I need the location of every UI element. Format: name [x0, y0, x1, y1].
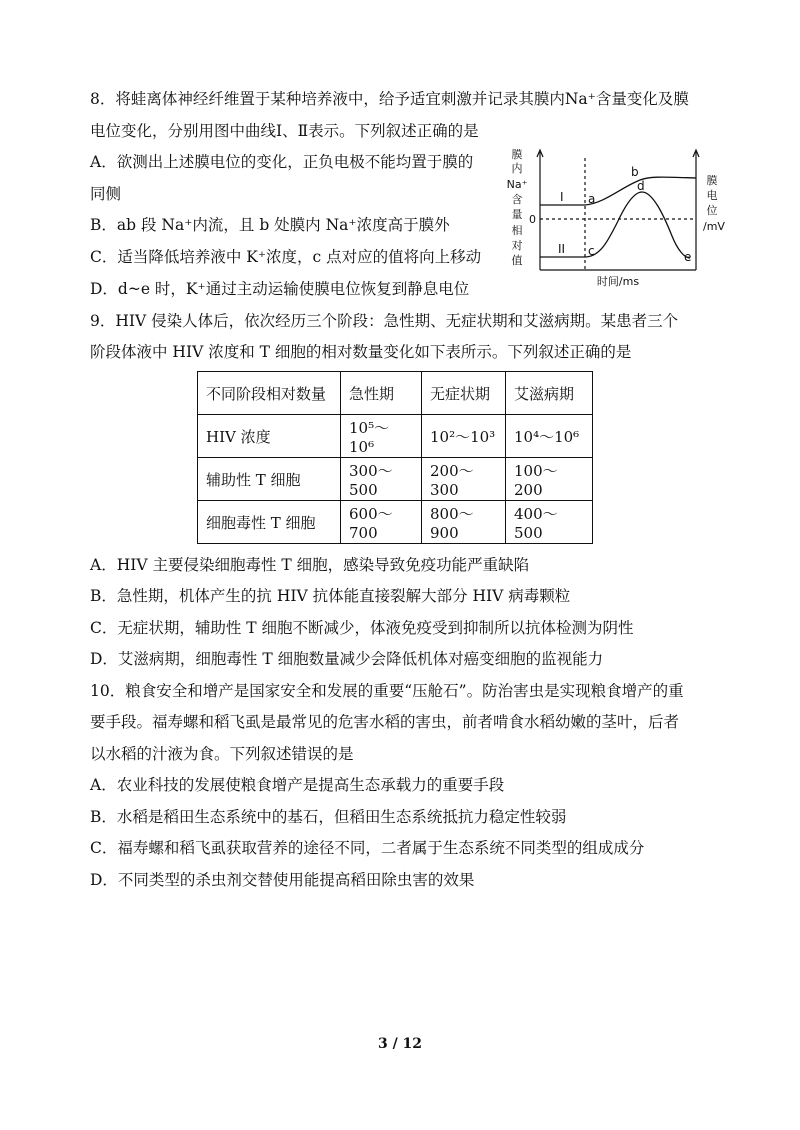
table-cell: 400～500 [506, 501, 593, 544]
q8-figure [500, 146, 730, 288]
page-number: 3 / 12 [377, 1036, 423, 1052]
table-cell: 10⁵～10⁶ [341, 415, 422, 458]
table-cell: 辅助性 T 细胞 [198, 458, 341, 501]
left-axis-label-5: 量 [511, 208, 523, 221]
q10-option-a: A．农业科技的发展使粮食增产是提高生态承载力的重要手段 [90, 776, 505, 794]
q10-stem-line2: 要手段。福寿螺和稻飞虱是最常见的危害水稻的害虫，前者啃食水稻幼嫩的茎叶，后者 [90, 713, 680, 731]
q9-option-c: C．无症状期，辅助性 T 细胞不断减少，体液免疫受到抑制所以抗体检测为阴性 [90, 619, 634, 637]
q8-stem-line1: 8．将蛙离体神经纤维置于某种培养液中，给予适宜刺激并记录其膜内Na⁺含量变化及膜 [90, 90, 689, 108]
table-cell: 200～300 [422, 458, 506, 501]
q8-option-d: D．d~e 时，K⁺通过主动运输使膜电位恢复到静息电位 [90, 280, 470, 298]
right-axis-label-4: /mV [703, 220, 725, 233]
right-axis-label-1: 膜 [706, 174, 718, 187]
table-cell: HIV 浓度 [198, 415, 341, 458]
table-row [198, 415, 593, 458]
right-axis-label-3: 位 [706, 204, 718, 217]
table-header: 无症状期 [422, 372, 506, 415]
point-d-label: d [637, 179, 645, 193]
table-cell: 600～700 [341, 501, 422, 544]
zero-label: 0 [529, 213, 536, 226]
point-e-label: e [684, 250, 692, 264]
q8-option-a-line1: A．欲测出上述膜电位的变化，正负电极不能均置于膜的 [90, 153, 474, 171]
table-header-row [198, 372, 593, 415]
q10-stem-line1: 10．粮食安全和增产是国家安全和发展的重要“压舱石”。防治害虫是实现粮食增产的重 [90, 682, 684, 700]
curve-i-label: I [560, 190, 564, 204]
left-axis-label-1: 膜 [511, 148, 523, 161]
table-row [198, 458, 593, 501]
q10-option-d: D．不同类型的杀虫剂交替使用能提高稻田除虫害的效果 [90, 871, 475, 889]
table-cell: 300～500 [341, 458, 422, 501]
table-cell: 细胞毒性 T 细胞 [198, 501, 341, 544]
table-header: 艾滋病期 [506, 372, 593, 415]
table-cell: 800～900 [422, 501, 506, 544]
q9-stem-line2: 阶段体液中 HIV 浓度和 T 细胞的相对数量变化如下表所示。下列叙述正确的是 [90, 343, 632, 361]
table-cell: 10⁴～10⁶ [506, 415, 593, 458]
curve-ii-label: II [558, 242, 566, 256]
point-a-label: a [588, 192, 596, 206]
q10-stem-line3: 以水稻的汁液为食。下列叙述错误的是 [90, 745, 354, 763]
q10-option-b: B．水稻是稻田生态系统中的基石，但稻田生态系统抵抗力稳定性较弱 [90, 808, 567, 826]
q8-option-a-line2: 同侧 [90, 185, 122, 203]
right-axis-label-2: 电 [706, 189, 718, 202]
q9-option-b: B．急性期，机体产生的抗 HIV 抗体能直接裂解大部分 HIV 病毒颗粒 [90, 587, 571, 605]
table-header: 急性期 [341, 372, 422, 415]
q9-option-a: A．HIV 主要侵染细胞毒性 T 细胞，感染导致免疫功能严重缺陷 [90, 556, 530, 574]
left-axis-label-2: 内 [511, 162, 523, 175]
q8-option-c: C．适当降低培养液中 K⁺浓度，c 点对应的值将向上移动 [90, 248, 482, 266]
q10-option-c: C．福寿螺和稻飞虱获取营养的途径不同，二者属于生态系统不同类型的组成成分 [90, 839, 645, 857]
left-axis-label-8: 值 [511, 254, 523, 267]
q9-option-d: D．艾滋病期，细胞毒性 T 细胞数量减少会降低机体对癌变细胞的监视能力 [90, 650, 604, 668]
left-axis-label-6: 相 [511, 224, 523, 237]
table-header: 不同阶段相对数量 [198, 372, 341, 415]
hiv-table [197, 371, 593, 544]
q8-option-b: B．ab 段 Na⁺内流，且 b 处膜内 Na⁺浓度高于膜外 [90, 216, 450, 234]
left-axis-label-3: Na⁺ [506, 178, 528, 191]
left-axis-label-7: 对 [511, 239, 523, 252]
point-b-label: b [631, 165, 639, 179]
table-row [198, 501, 593, 544]
table-cell: 100～200 [506, 458, 593, 501]
q8-stem-line2: 电位变化，分别用图中曲线Ⅰ、Ⅱ表示。下列叙述正确的是 [90, 122, 479, 140]
table-cell: 10²～10³ [422, 415, 506, 458]
left-axis-label-4: 含 [511, 193, 523, 206]
point-c-label: c [588, 244, 595, 258]
q9-stem-line1: 9．HIV 侵染人体后，依次经历三个阶段：急性期、无症状期和艾滋病期。某患者三个 [90, 312, 679, 330]
x-axis-label: 时间/ms [596, 275, 640, 288]
